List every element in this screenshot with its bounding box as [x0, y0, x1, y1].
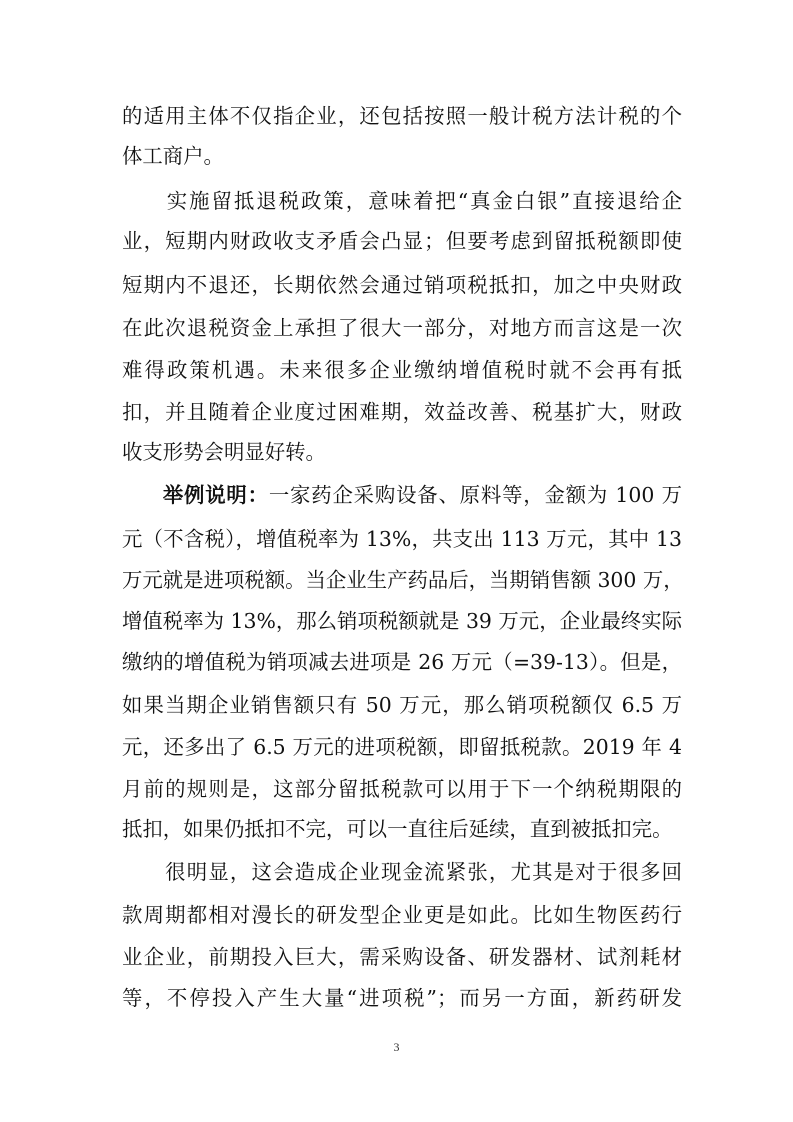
- paragraph-2-line-4: 在此次退税资金上承担了很大一部分，对地方而言这是一次: [122, 316, 682, 340]
- paragraph-3-line-8: 月前的规则是，这部分留抵税款可以用于下一个纳税期限的: [122, 777, 682, 801]
- paragraph-2-line-1: 实施留抵退税政策，意味着把“真金白银”直接退给企: [122, 189, 682, 213]
- paragraph-3-line-7: 元，还多出了 6.5 万元的进项税额，即留抵税款。2019 年 4: [122, 735, 682, 759]
- paragraph-3-line-2: 元（不含税），增值税率为 13%，共支出 113 万元，其中 13: [122, 527, 682, 551]
- page-number: 3: [393, 1040, 400, 1054]
- paragraph-1-line-1: 的适用主体不仅指企业，还包括按照一般计税方法计税的个: [122, 104, 682, 128]
- example-lead-text: 一家药企采购设备、原料等，金额为 100 万: [268, 483, 683, 507]
- example-lead-label: 举例说明：: [162, 483, 269, 507]
- paragraph-2-line-2: 业，短期内财政收支矛盾会凸显；但要考虑到留抵税额即使: [122, 229, 682, 253]
- paragraph-2-line-7: 收支形势会明显好转。: [122, 440, 326, 464]
- paragraph-3-line-5: 缴纳的增值税为销项减去进项是 26 万元（=39-13）。但是，: [122, 650, 682, 674]
- paragraph-4-line-1: 很明显，这会造成企业现金流紧张，尤其是对于很多回: [122, 860, 682, 884]
- paragraph-2-line-3: 短期内不退还，长期依然会通过销项税抵扣，加之中央财政: [122, 273, 682, 297]
- paragraph-3-line-6: 如果当期企业销售额只有 50 万元，那么销项税额仅 6.5 万: [122, 693, 682, 717]
- paragraph-2-line-6: 扣，并且随着企业度过困难期，效益改善、税基扩大，财政: [122, 400, 682, 424]
- paragraph-2-line-5: 难得政策机遇。未来很多企业缴纳增值税时就不会再有抵: [122, 358, 682, 382]
- paragraph-4-line-4: 等，不停投入产生大量“进项税”；而另一方面，新药研发: [122, 986, 682, 1010]
- paragraph-3-line-9: 抵扣，如果仍抵扣不完，可以一直往后延续，直到被抵扣完。: [122, 817, 673, 841]
- paragraph-3-line-1: [122, 481, 682, 509]
- paragraph-3-line-3: 万元就是进项税额。当企业生产药品后，当期销售额 300 万，: [122, 568, 684, 592]
- paragraph-3-line-4: 增值税率为 13%，那么销项税额就是 39 万元，企业最终实际: [122, 609, 682, 633]
- paragraph-4-line-2: 款周期都相对漫长的研发型企业更是如此。比如生物医药行: [122, 903, 682, 927]
- paragraph-1-line-2: 体工商户。: [122, 144, 224, 168]
- paragraph-4-line-3: 业企业，前期投入巨大，需采购设备、研发器材、试剂耗材: [122, 945, 682, 969]
